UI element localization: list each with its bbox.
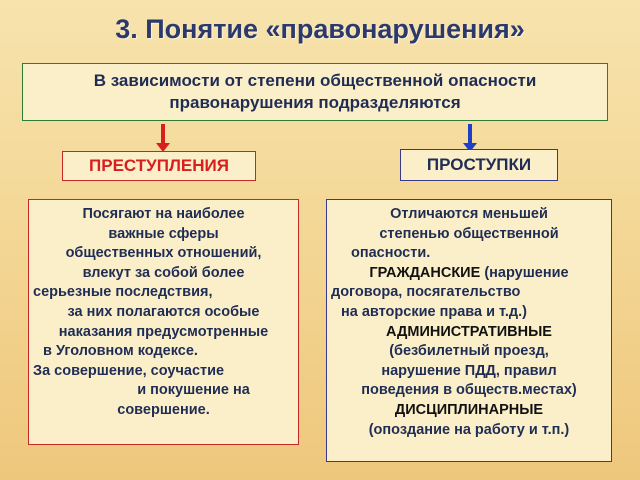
offences-line: степенью общественной <box>379 225 559 242</box>
crimes-description-box <box>28 199 299 445</box>
page-title: 3. Понятие «правонарушения» <box>115 14 525 44</box>
arrow-down-red-icon <box>161 124 165 144</box>
offences-line: на авторские права и т.д.) <box>341 303 527 320</box>
crimes-line: наказания предусмотренные <box>58 323 269 340</box>
intro-line-2: правонарушения подразделяются <box>169 93 461 112</box>
civil-label: ГРАЖДАНСКИЕ <box>369 264 481 281</box>
intro-box <box>22 63 608 121</box>
offences-line-civil <box>331 264 607 284</box>
crimes-line: важные сферы <box>108 225 219 242</box>
crimes-line: серьезные последствия, <box>33 284 213 301</box>
crimes-line: Посягают на наиболее <box>82 206 245 222</box>
crimes-label: ПРЕСТУПЛЕНИЯ <box>62 151 256 181</box>
civil-rest: (нарушение <box>484 264 569 281</box>
offences-label: ПРОСТУПКИ <box>400 149 558 181</box>
admin-label: АДМИНИСТРАТИВНЫЕ <box>386 323 552 340</box>
offences-line: Отличаются меньшей <box>390 206 548 222</box>
disciplinary-label: ДИСЦИПЛИНАРНЫЕ <box>394 401 544 418</box>
intro-line-1: В зависимости от степени общественной опасности <box>93 71 537 90</box>
crimes-line: влекут за собой более <box>82 264 245 281</box>
crimes-line: в Уголовном кодексе. <box>43 343 198 360</box>
crimes-line: совершение. <box>117 401 210 418</box>
offences-description-box <box>326 199 612 462</box>
crimes-line: За совершение, соучастие <box>33 362 225 379</box>
crimes-line: общественных отношений, <box>65 245 262 262</box>
crimes-line: за них полагаются особые <box>67 303 260 320</box>
offences-line: договора, посягательство <box>331 284 521 301</box>
crimes-line: и покушение на <box>137 382 250 399</box>
offences-line: (опоздание на работу и т.п.) <box>368 421 570 438</box>
arrow-down-blue-icon <box>468 124 472 144</box>
offences-line: (безбилетный проезд, <box>389 343 549 360</box>
offences-line: поведения в обществ.местах) <box>361 382 577 399</box>
offences-line: нарушение ПДД, правил <box>381 362 557 379</box>
offences-line: опасности. <box>351 245 431 262</box>
